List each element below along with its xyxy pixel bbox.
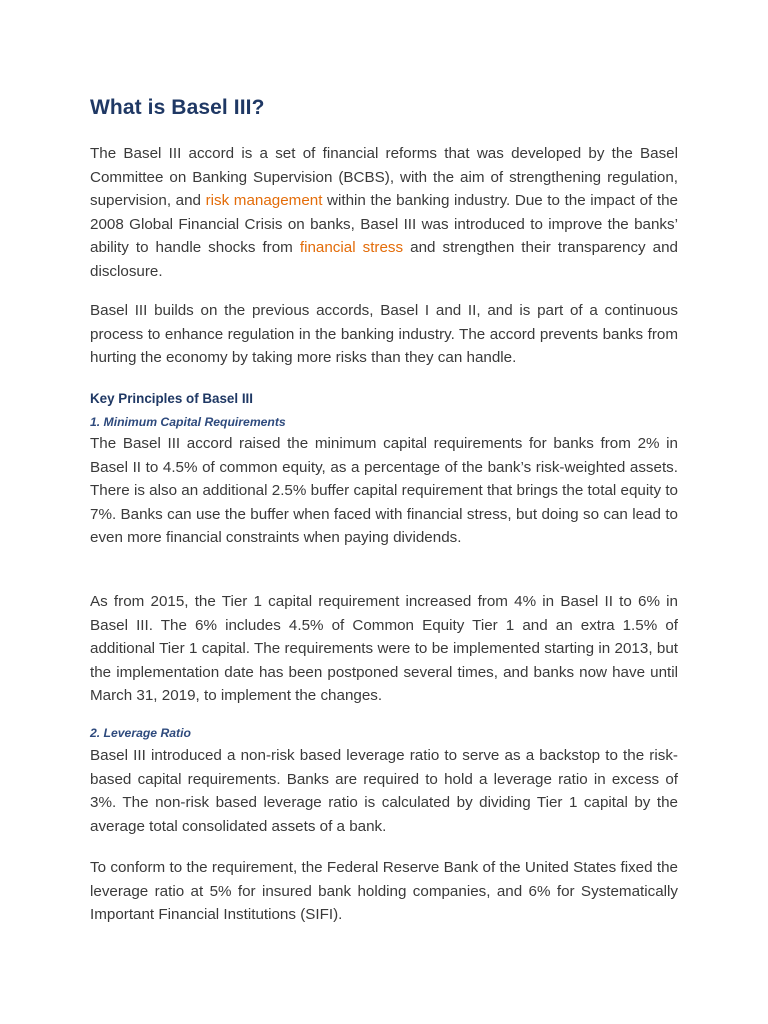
section-2-paragraph-1: Basel III introduced a non-risk based leverage ratio to serve as a backstop to the risk-based capital requirements. Banks are required to hold a leverage ratio in excess of 3%. The non-risk based leverage ratio is calculated by dividing Tier 1 capital by the average total consolidated assets of a bank. xyxy=(90,747,678,835)
intro-paragraph-1 xyxy=(90,142,678,284)
section-1-paragraph-1: The Basel III accord raised the minimum capital requirements for banks from 2% in Basel II to 4.5% of common equity, as a percentage of the bank’s risk-weighted assets. There is also an additional 2.5% buffer capital requirement that brings the total equity to 7%. Banks can use the buffer when faced with financial stress, but doing so can lead to even more financial constraints when paying dividends. xyxy=(90,435,678,547)
key-principles-heading: Key Principles of Basel III xyxy=(90,391,253,406)
section-1-paragraph-2: As from 2015, the Tier 1 capital requirement increased from 4% in Basel II to 6% in Basel III. The 6% includes 4.5% of Common Equity Tier 1 and an extra 1.5% of additional Tier 1 capital. The requirements were to be implemented starting in 2013, but the implementation date has been postponed several times, and banks now have until March 31, 2019, to implement the changes. xyxy=(90,593,678,705)
intro-text-3: and strengthen their transparency and disclosure. xyxy=(90,239,679,280)
section-2-paragraph-2: To conform to the requirement, the Federal Reserve Bank of the United States fixed the leverage ratio at 5% for insured bank holding companies, and 6% for Systematically Important Financial Institutions (SIFI). xyxy=(90,859,678,924)
intro-text-1: The Basel III accord is a set of financial reforms that was developed by the Basel Committee on Banking Supervision (BCBS), with the aim of strengthening regulation, supervision, and xyxy=(90,145,678,210)
risk-management-link[interactable]: risk management xyxy=(205,192,323,210)
section-2-heading: 2. Leverage Ratio xyxy=(90,726,191,740)
financial-stress-link[interactable]: financial stress xyxy=(299,239,404,257)
intro-paragraph-2: Basel III builds on the previous accords, Basel I and II, and is part of a continuous process to enhance regulation in the banking industry. The accord prevents banks from hurting the economy by taking more risks than they can handle. xyxy=(90,302,678,367)
page-title: What is Basel III? xyxy=(90,96,265,119)
intro-text-2: within the banking industry. Due to the impact of the 2008 Global Financial Crisis on banks, Basel III was introduced to improve the banks’ ability to handle shocks from xyxy=(90,192,678,257)
section-1-heading: 1. Minimum Capital Requirements xyxy=(90,415,286,429)
